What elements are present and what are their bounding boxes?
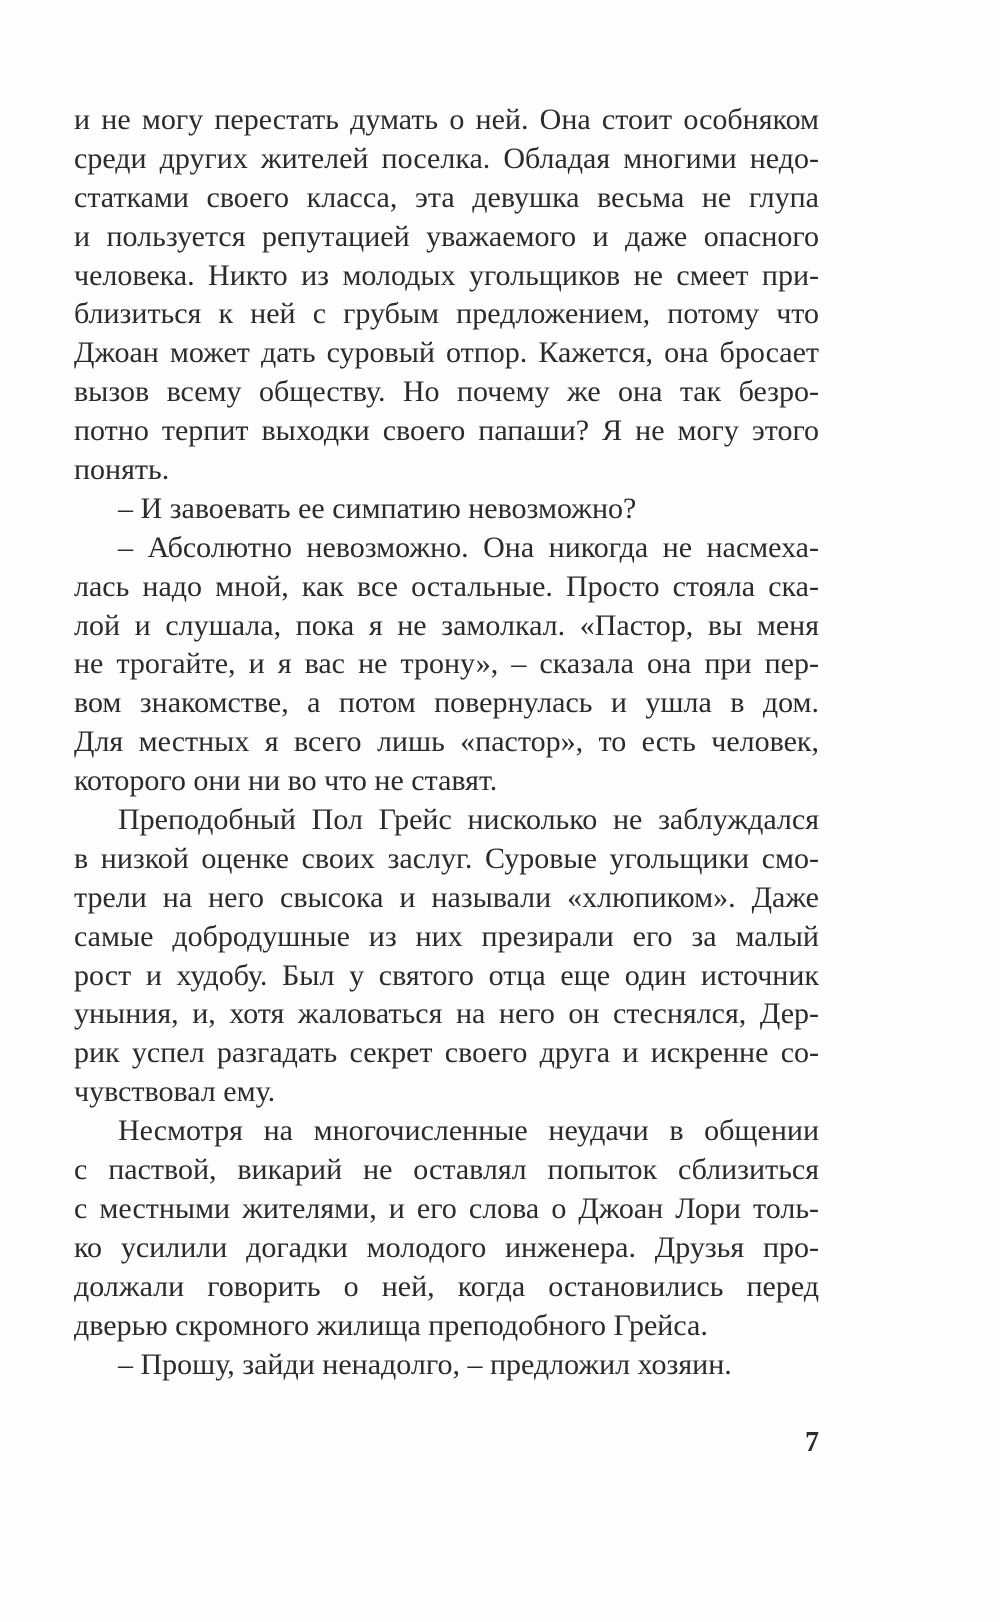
text-line: Несмотря на многочисленные неудачи в общении	[118, 1114, 819, 1148]
text-line: дверью скромного жилища преподобного Грейса.	[74, 1308, 708, 1342]
text-line: чувствовал ему.	[74, 1075, 276, 1109]
text-line: потно терпит выходки своего папаши? Я не могу этого	[74, 414, 819, 448]
text-line: близиться к ней с грубым предложением, потому что	[74, 297, 819, 331]
text-line: с паствой, викарий не оставлял попыток сблизиться	[74, 1153, 819, 1187]
text-line: и пользуется репутацией уважаемого и даже опасного	[74, 219, 819, 253]
text-line: с местными жителями, и его слова о Джоан Лори толь-	[74, 1191, 819, 1225]
text-line: рик успел разгадать секрет своего друга и искренне со-	[74, 1036, 819, 1070]
text-line: рост и худобу. Был у святого отца еще один источник	[74, 958, 819, 992]
text-line: – Прошу, зайди ненадолго, – предложил хозяин.	[118, 1347, 732, 1381]
text-line: лась надо мной, как все остальные. Просто стояла ска-	[74, 569, 819, 603]
text-line: самые добродушные из них презирали его за малый	[74, 919, 819, 953]
text-line: человека. Никто из молодых угольщиков не смеет при-	[74, 258, 819, 292]
text-line: Преподобный Пол Грейс нисколько не заблуждался	[118, 803, 819, 837]
text-line: – Абсолютно невозможно. Она никогда не насмеха-	[118, 530, 819, 564]
text-line: которого они ни во что не ставят.	[74, 764, 498, 798]
text-line: трели на него свысока и называли «хлюпиком». Даже	[74, 880, 819, 914]
text-line: Джоан может дать суровый отпор. Кажется, она бросает	[74, 336, 819, 370]
page-number: 7	[805, 1427, 819, 1458]
text-line: статками своего класса, эта девушка весьма не глупа	[74, 180, 819, 214]
text-line: должали говорить о ней, когда остановились перед	[74, 1269, 819, 1303]
text-line: ко усилили догадки молодого инженера. Друзья про-	[74, 1230, 819, 1264]
text-line: уныния, и, хотя жаловаться на него он стеснялся, Дер-	[74, 997, 819, 1031]
text-line: среди других жителей поселка. Обладая многими недо-	[74, 141, 819, 175]
text-line: вызов всему обществу. Но почему же она так безро-	[74, 375, 819, 409]
text-line: в низкой оценке своих заслуг. Суровые угольщики смо-	[74, 841, 819, 875]
text-line: не трогайте, и я вас не трону», – сказала она при пер-	[74, 647, 819, 681]
text-line: Для местных я всего лишь «пастор», то есть человек,	[74, 725, 819, 759]
text-line: вом знакомстве, а потом повернулась и ушла в дом.	[74, 686, 819, 720]
body-text	[74, 101, 819, 1384]
text-line: – И завоевать ее симпатию невозможно?	[118, 491, 637, 525]
text-line: и не могу перестать думать о ней. Она стоит особняком	[74, 103, 819, 136]
text-line: лой и слушала, пока я не замолкал. «Пастор, вы меня	[74, 608, 819, 642]
text-line: понять.	[74, 453, 170, 487]
